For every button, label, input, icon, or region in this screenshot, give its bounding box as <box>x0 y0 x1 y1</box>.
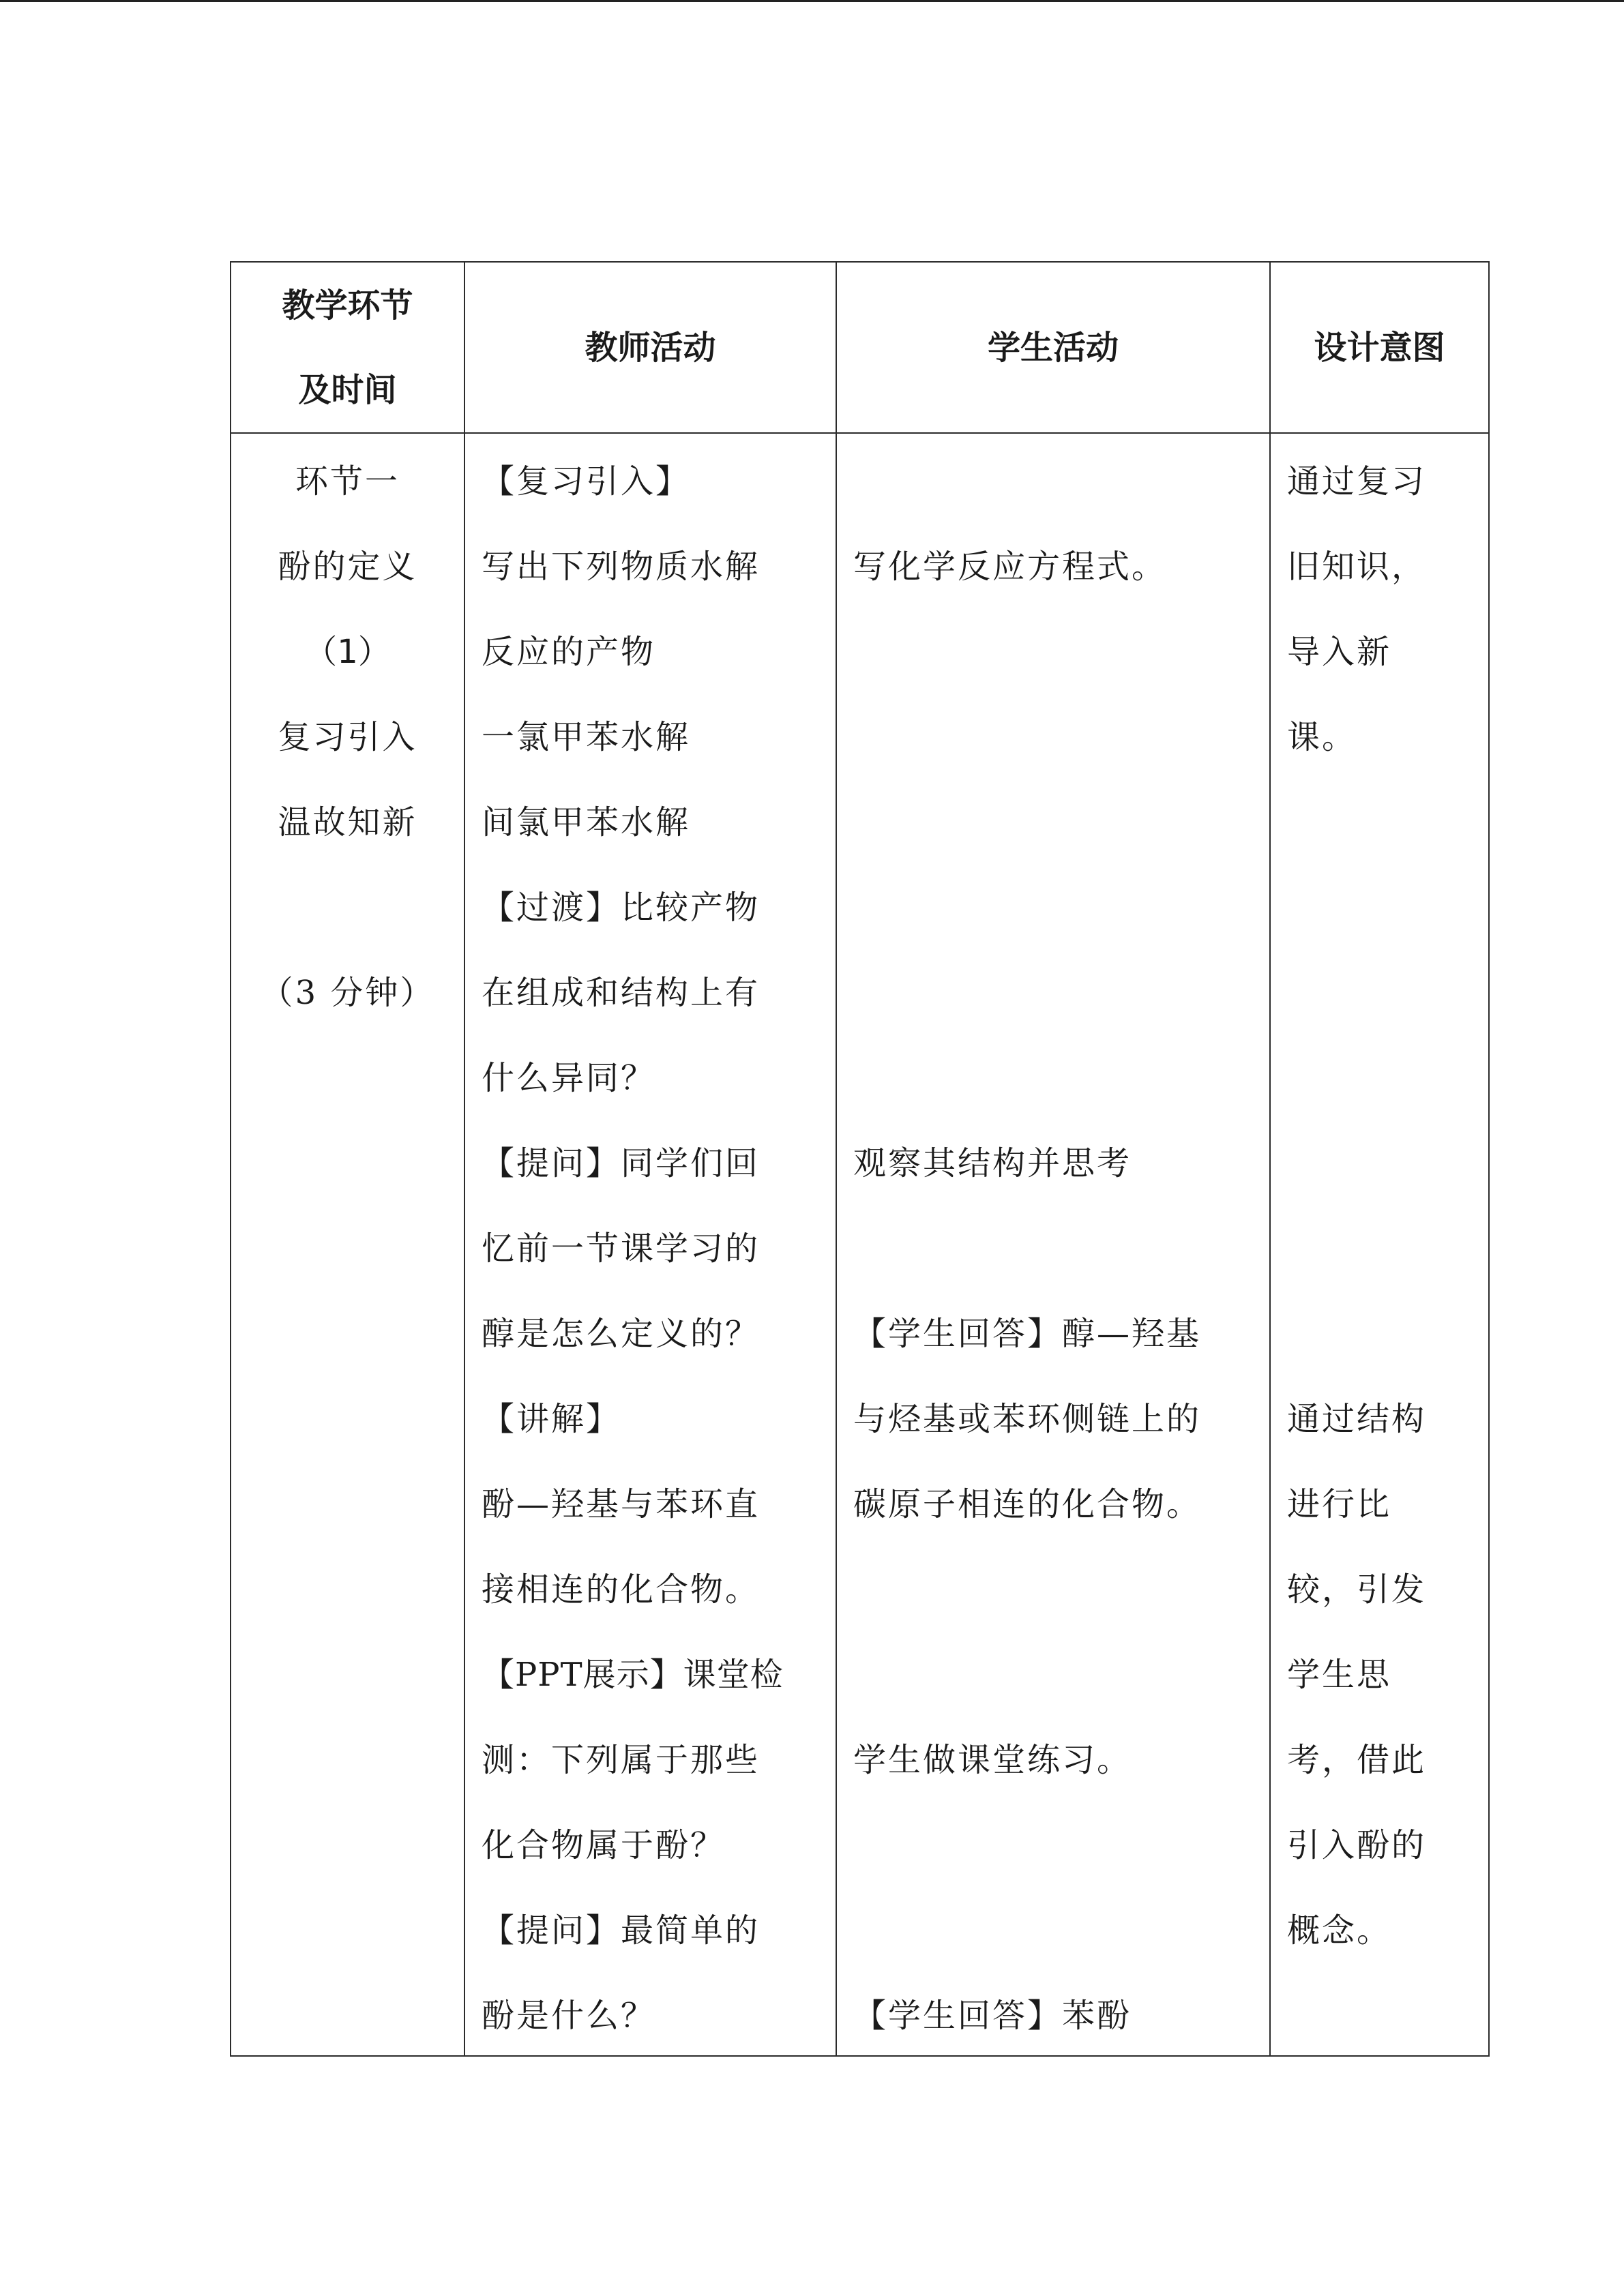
student-activity-cell <box>836 433 1270 2056</box>
stage-line: 温故知新 <box>278 803 417 841</box>
header-stage-line1: 教学环节 <box>282 286 413 325</box>
teacher-line: 反应的产物 <box>482 633 656 671</box>
table-row <box>231 433 1489 2056</box>
teacher-activity-cell <box>464 433 836 2056</box>
header-design-intent: 设计意图 <box>1270 262 1489 433</box>
stage-line: 环节一 <box>295 462 400 501</box>
teacher-line: 【提问】同学们回 <box>482 1144 761 1182</box>
header-stage-time <box>231 262 464 433</box>
stage-line: （3 分钟） <box>260 974 435 1012</box>
teacher-line: 接相连的化合物。 <box>482 1570 761 1609</box>
teacher-line: 【PPT展示】课堂检 <box>482 1656 784 1694</box>
intent-line: 学生思 <box>1287 1656 1392 1694</box>
header-student-activity: 学生活动 <box>836 262 1270 433</box>
teacher-line: 忆前一节课学习的 <box>482 1229 761 1268</box>
teacher-line: 间氯甲苯水解 <box>482 803 691 841</box>
teacher-line: 【提问】最简单的 <box>482 1911 761 1950</box>
intent-line: 考，借此 <box>1287 1741 1427 1779</box>
stage-line: 酚的定义 <box>278 548 417 586</box>
student-line: 【学生回答】苯酚 <box>853 1997 1132 2035</box>
stage-line: （1） <box>304 633 391 671</box>
intent-line: 引入酚的 <box>1287 1826 1427 1864</box>
teacher-line: 酚—羟基与苯环直 <box>482 1485 761 1523</box>
header-stage-line2: 及时间 <box>298 370 397 409</box>
teacher-line: 化合物属于酚？ <box>482 1826 726 1864</box>
stage-line: 复习引入 <box>278 718 417 756</box>
lesson-plan-table <box>230 261 1490 2057</box>
student-line: 【学生回答】醇—羟基 <box>853 1315 1202 1353</box>
intent-line: 通过复习 <box>1287 462 1427 501</box>
table-header-row <box>231 262 1489 433</box>
teacher-line: 一氯甲苯水解 <box>482 718 691 756</box>
teacher-line: 【复习引入】 <box>482 462 691 501</box>
teacher-line: 醇是怎么定义的？ <box>482 1315 761 1353</box>
student-line: 学生做课堂练习。 <box>853 1741 1132 1779</box>
page-top-edge <box>0 0 1624 2</box>
teacher-line: 在组成和结构上有 <box>482 974 761 1012</box>
student-line: 写化学反应方程式。 <box>853 548 1167 586</box>
teacher-line: 【过渡】比较产物 <box>482 889 761 927</box>
header-teacher-activity: 教师活动 <box>464 262 836 433</box>
stage-cell <box>231 433 464 2056</box>
student-line: 碳原子相连的化合物。 <box>853 1485 1202 1523</box>
intent-line: 进行比 <box>1287 1485 1392 1523</box>
intent-line: 旧知识， <box>1287 548 1427 586</box>
intent-line: 课。 <box>1287 718 1357 756</box>
teacher-line: 【讲解】 <box>482 1400 621 1438</box>
teacher-line: 酚是什么？ <box>482 1997 656 2035</box>
teacher-line: 写出下列物质水解 <box>482 548 761 586</box>
intent-line: 概念。 <box>1287 1911 1392 1950</box>
teacher-line: 测：下列属于那些 <box>482 1741 761 1779</box>
intent-line: 通过结构 <box>1287 1400 1427 1438</box>
student-line: 与烃基或苯环侧链上的 <box>853 1400 1202 1438</box>
student-line: 观察其结构并思考 <box>853 1144 1132 1182</box>
teacher-line: 什么异同？ <box>482 1059 656 1097</box>
intent-line: 导入新 <box>1287 633 1392 671</box>
design-intent-cell <box>1270 433 1489 2056</box>
intent-line: 较，引发 <box>1287 1570 1427 1609</box>
